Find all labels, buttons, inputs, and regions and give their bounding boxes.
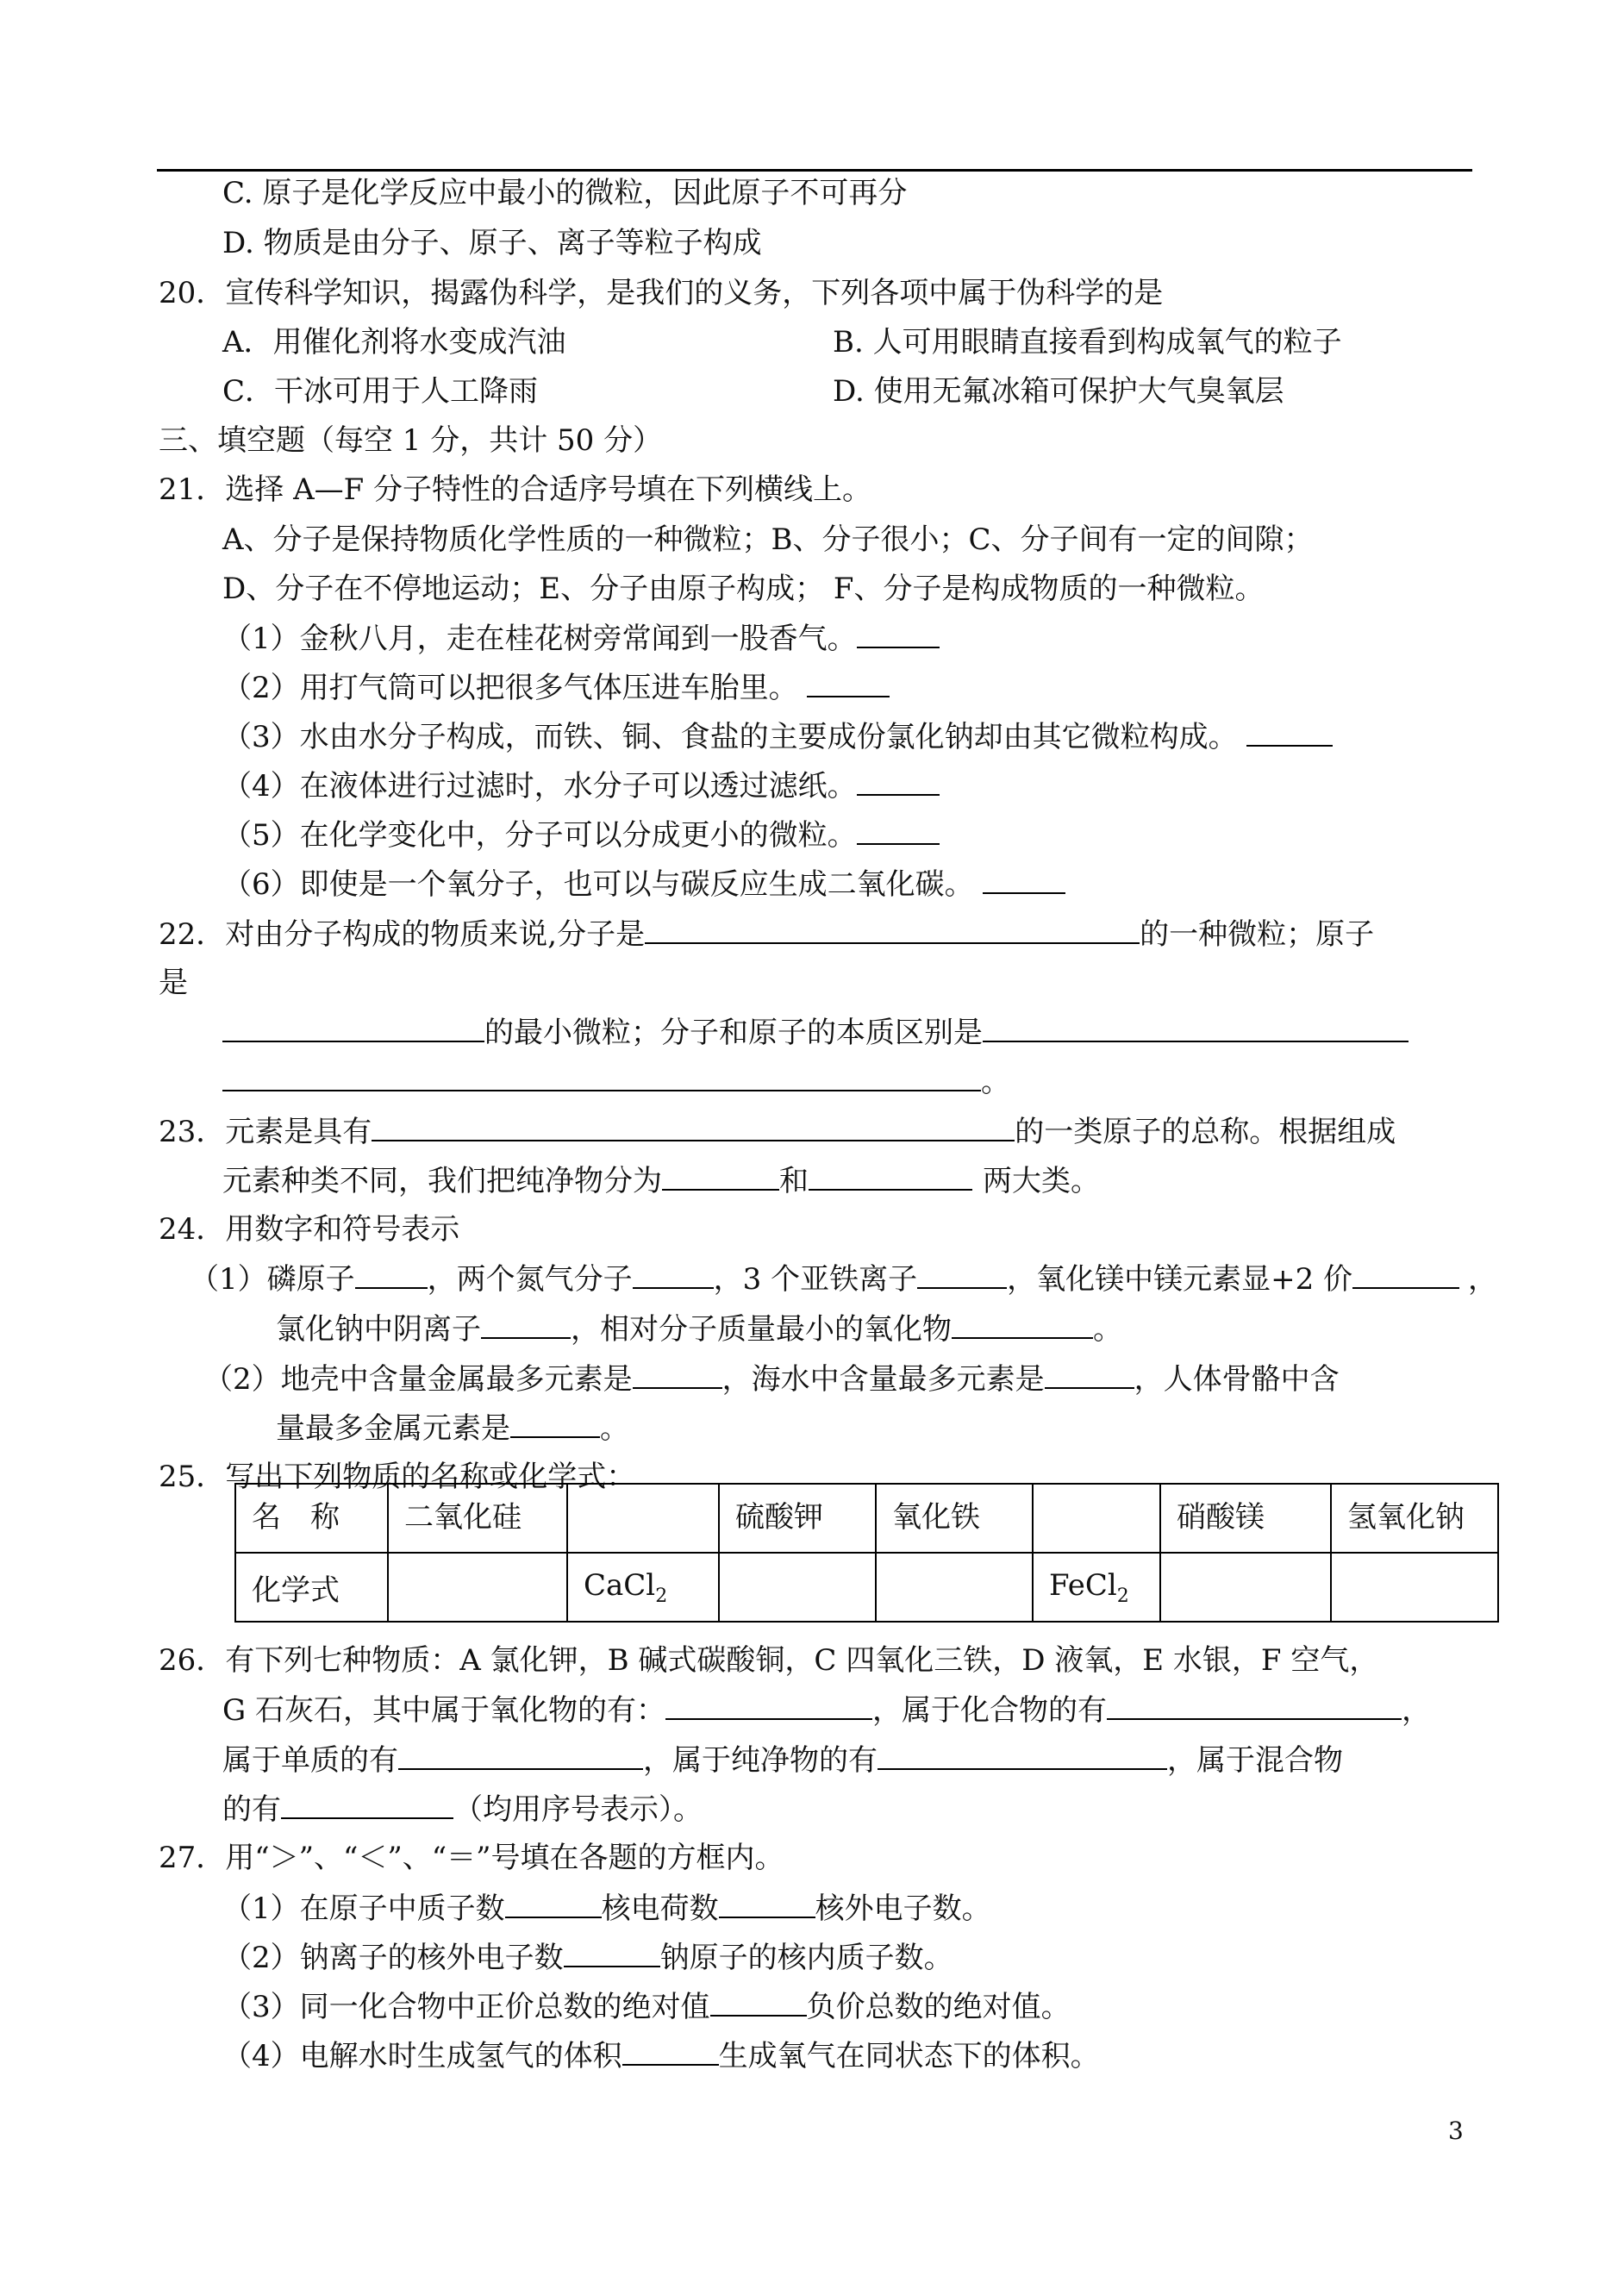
table-cell-name: 氧化铁 [876,1484,1033,1553]
q22-line1: 22．对由分子构成的物质来说,分子是 的一种微粒；原子 [159,917,1375,952]
q26-line4: 的有 （均用序号表示）。 [222,1792,703,1827]
answer-blank[interactable] [633,1261,714,1289]
answer-blank[interactable] [710,1989,807,2017]
answer-blank[interactable] [719,1891,815,1918]
answer-blank[interactable] [665,1692,872,1720]
q20-option-c: C．干冰可用于人工降雨 [222,374,539,409]
table-cell-formula[interactable] [719,1553,876,1622]
q21-stem: 21．选择 A—F 分子特性的合适序号填在下列横线上。 [159,472,872,507]
answer-blank[interactable] [645,916,1140,944]
answer-blank[interactable] [952,1311,1093,1339]
page-number: 3 [1448,2117,1464,2145]
answer-blank[interactable] [983,866,1065,894]
q20-stem: 20．宣传科学知识，揭露伪科学，是我们的义务，下列各项中属于伪科学的是 [159,276,1164,310]
q21-item2: （2）用打气筒可以把很多气体压进车胎里。 [222,670,890,705]
q22-line3: 。 [222,1064,1010,1099]
table-cell-name: 氢氧化钠 [1331,1484,1498,1553]
q22-line1-cont: 是 [159,966,188,1000]
q21-options-line2: D、分子在不停地运动；E、分子由原子构成； F、分子是构成物质的一种微粒。 [222,572,1265,606]
answer-blank[interactable] [1045,1361,1134,1389]
header-rule [157,169,1472,172]
table-cell-formula[interactable] [876,1553,1033,1622]
answer-blank[interactable] [1352,1261,1459,1289]
answer-blank[interactable] [481,1311,571,1339]
table-cell-formula[interactable] [388,1553,567,1622]
table-cell-name: 硝酸镁 [1160,1484,1331,1553]
q24-part1-line2: 氯化钠中阴离子 ，相对分子质量最小的氧化物 。 [276,1312,1122,1347]
q22-line2: 的最小微粒；分子和原子的本质区别是 [222,1015,1409,1050]
answer-blank[interactable] [372,1114,1015,1141]
q21-item3: （3）水由水分子构成，而铁、铜、食盐的主要成份氯化钠却由其它微粒构成。 [222,719,1333,754]
table-header-name: 名 称 [235,1484,388,1553]
section-title: 三、填空题（每空 1 分，共计 50 分） [159,423,663,458]
q20-option-d: D. 使用无氟冰箱可保护大气臭氧层 [833,374,1284,409]
q25-stem: 25．写出下列物质的名称或化学式： [159,1460,636,1494]
q21-options-line1: A、分子是保持物质化学性质的一种微粒；B、分子很小；C、分子间有一定的间隙； [222,522,1314,557]
answer-blank[interactable] [662,1163,779,1191]
answer-blank[interactable] [510,1410,600,1438]
table-cell-formula: FeCl$_2$ [1033,1553,1160,1622]
q24-stem: 24．用数字和符号表示 [159,1212,460,1247]
answer-blank[interactable] [983,1015,1409,1042]
q21-item5: （5）在化学变化中，分子可以分成更小的微粒。 [222,817,940,853]
answer-blank[interactable] [917,1261,1007,1289]
answer-blank[interactable] [807,670,890,697]
q27-item2: （2）钠离子的核外电子数 钠原子的核内质子数。 [222,1941,953,1975]
answer-blank[interactable] [878,1742,1167,1770]
answer-blank[interactable] [622,2038,719,2066]
table-cell-name[interactable] [567,1484,719,1553]
answer-blank[interactable] [398,1742,643,1770]
q23-line1: 23．元素是具有 的一类原子的总称。根据组成 [159,1115,1396,1149]
q26-line2: G 石灰石，其中属于氧化物的有： ，属于化合物的有 ， [222,1693,1431,1728]
q24-part2-line1: （2）地壳中含量金属最多元素是 ，海水中含量最多元素是 ，人体骨骼中含 [203,1362,1340,1397]
q27-stem: 27．用“＞”、“＜”、“＝”号填在各题的方框内。 [159,1841,784,1875]
q21-item1: （1）金秋八月，走在桂花树旁常闻到一股香气。 [222,621,940,656]
answer-blank[interactable] [222,1064,981,1091]
table-cell-formula[interactable] [1331,1553,1498,1622]
q24-part2-line2: 量最多金属元素是 。 [276,1411,629,1446]
table-cell-name: 硫酸钾 [719,1484,876,1553]
q20-option-b: B. 人可用眼睛直接看到构成氧气的粒子 [833,325,1342,360]
q21-item6: （6）即使是一个氧分子，也可以与碳反应生成二氧化碳。 [222,866,1065,902]
answer-blank[interactable] [1107,1692,1402,1720]
q26-line1: 26．有下列七种物质：A 氯化钾，B 碱式碳酸铜，C 四氧化三铁，D 液氧，E 水银，F 空气， [159,1643,1379,1678]
q20-option-a: A．用催化剂将水变成汽油 [222,325,566,360]
q21-item4: （4）在液体进行过滤时，水分子可以透过滤纸。 [222,768,940,804]
answer-blank[interactable] [633,1361,722,1389]
q27-item3: （3）同一化合物中正价总数的绝对值 负价总数的绝对值。 [222,1990,1071,2024]
q26-line3: 属于单质的有 ，属于纯净物的有 ，属于混合物 [222,1743,1343,1778]
table-header-formula: 化学式 [235,1553,388,1622]
formula-table [234,1483,1499,1623]
q27-item1: （1）在原子中质子数 核电荷数 核外电子数。 [222,1892,991,1926]
table-cell-formula: CaCl$_2$ [567,1553,719,1622]
table-cell-name[interactable] [1033,1484,1160,1553]
q24-part1-line1: （1）磷原子 ，两个氮气分子 ，3 个亚铁离子 ，氧化镁中镁元素显+2 价 ， [190,1262,1498,1297]
answer-blank[interactable] [809,1163,972,1191]
answer-blank[interactable] [1246,719,1333,747]
answer-blank[interactable] [355,1261,428,1289]
answer-blank[interactable] [857,621,940,648]
answer-blank[interactable] [564,1940,660,1967]
answer-blank[interactable] [222,1015,484,1042]
q19-option-d: D. 物质是由分子、原子、离子等粒子构成 [222,226,762,260]
answer-blank[interactable] [857,817,940,845]
q19-option-c: C. 原子是化学反应中最小的微粒，因此原子不可再分 [222,176,908,210]
table-cell-formula[interactable] [1160,1553,1331,1622]
q23-line2: 元素种类不同，我们把纯净物分为 和 两大类。 [222,1164,1100,1198]
answer-blank[interactable] [281,1792,453,1819]
table-cell-name: 二氧化硅 [388,1484,567,1553]
q27-item4: （4）电解水时生成氢气的体积 生成氧气在同状态下的体积。 [222,2039,1100,2073]
answer-blank[interactable] [857,768,940,796]
answer-blank[interactable] [505,1891,602,1918]
